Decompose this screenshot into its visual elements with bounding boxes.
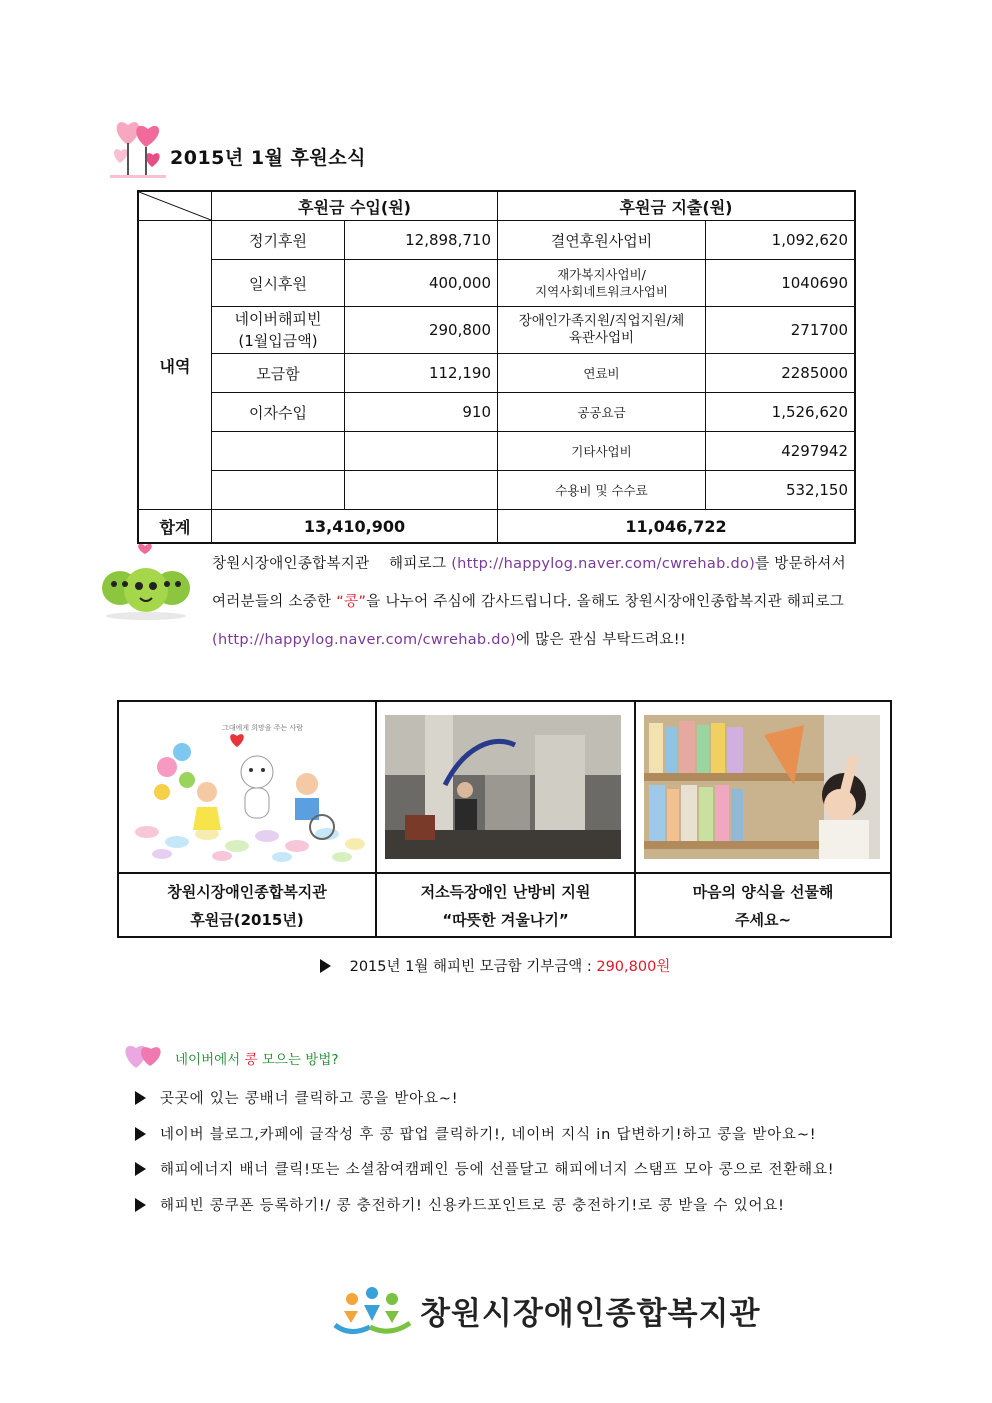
expense-amount: 1,092,620: [706, 221, 856, 260]
triangle-bullet-icon: [320, 959, 331, 973]
heating-support-photo: [385, 715, 621, 859]
table-row: [138, 393, 855, 432]
caption-line: “따뜻한 겨울나기”: [442, 911, 569, 929]
org-name: 창원시장애인종합복지관: [212, 556, 370, 572]
footer-org-name: 창원시장애인종합복지관: [420, 1296, 761, 1332]
income-amount: 112,190: [345, 354, 498, 393]
table-row: [138, 471, 855, 510]
howto-title-text: 모으는 방법?: [261, 1052, 339, 1068]
org-logo-icon: [330, 1285, 415, 1337]
expense-label: 기타사업비: [498, 432, 706, 471]
kong-highlight: “콩”: [336, 594, 367, 610]
income-header: 후원금 수입(원): [212, 191, 498, 221]
income-amount: [345, 471, 498, 510]
list-item-text: 해피에너지 배너 클릭!또는 소셜참여캠페인 등에 선플달고 해피에너지 스탬프 모아 콩으로 전환해요!: [160, 1162, 835, 1178]
photo-cell: [119, 702, 377, 872]
expense-label: 재가복지사업비/ 지역사회네트워크사업비: [498, 260, 706, 307]
caption-line: 저소득장애인 난방비 지원: [420, 883, 591, 901]
expense-label: 수용비 및 수수료: [498, 471, 706, 510]
books-photo: [644, 715, 880, 859]
message-text: 여러분들의 소중한: [212, 594, 332, 610]
message-line: [212, 621, 902, 659]
summary-amount: 290,800원: [596, 959, 671, 975]
message-line: [212, 545, 902, 583]
caption-line: 마음의 양식을 선물해: [692, 883, 834, 901]
income-amount: 400,000: [345, 260, 498, 307]
howto-title: [175, 1048, 339, 1068]
illustration-text: 그대에게 희망을 주는 사람: [222, 724, 304, 732]
heart-tree-icon: [108, 115, 170, 180]
expense-amount: 532,150: [706, 471, 856, 510]
income-label: 정기후원: [212, 221, 345, 260]
photo-grid: [117, 700, 892, 938]
message-line: [212, 583, 902, 621]
list-item: [135, 1194, 785, 1215]
bean-mascots-icon: [98, 540, 194, 622]
list-item-text: 해피빈 콩쿠폰 등록하기!/ 콩 충전하기! 신용카드포인트로 콩 충전하기!로 콩 받을 수 있어요!: [160, 1198, 785, 1214]
expense-header: 후원금 지출(원): [498, 191, 856, 221]
triangle-bullet-icon: [135, 1091, 146, 1105]
expense-amount: 271700: [706, 307, 856, 354]
list-item: [135, 1087, 458, 1108]
income-label: 모금함: [212, 354, 345, 393]
expense-amount: 1040690: [706, 260, 856, 307]
table-row: [138, 432, 855, 471]
expense-label: 장애인가족지원/직업지원/체 육관사업비: [498, 307, 706, 354]
happylog-link[interactable]: (http://happylog.naver.com/cwrehab.do): [212, 632, 516, 648]
total-label: 합계: [138, 510, 212, 544]
income-amount: 290,800: [345, 307, 498, 354]
howto-title-kong: 콩: [244, 1052, 258, 1068]
row-group-label: 내역: [138, 221, 212, 510]
happylog-label: 해피로그: [389, 556, 447, 572]
section-title: [108, 115, 508, 180]
triangle-bullet-icon: [135, 1162, 146, 1176]
income-label: [212, 471, 345, 510]
income-total: 13,410,900: [212, 510, 498, 544]
expense-label: 공공요금: [498, 393, 706, 432]
happylog-link[interactable]: (http://happylog.naver.com/cwrehab.do): [451, 556, 756, 572]
income-amount: [345, 432, 498, 471]
expense-label: 결연후원사업비: [498, 221, 706, 260]
donation-illustration: [127, 712, 367, 862]
caption-line: 후원금(2015년): [190, 911, 304, 929]
thank-you-message: [212, 545, 902, 659]
triangle-bullet-icon: [135, 1198, 146, 1212]
page-title: 2015년 1월 후원소식: [170, 147, 366, 169]
expense-amount: 2285000: [706, 354, 856, 393]
photo-cell: [636, 702, 890, 872]
table-row: [138, 221, 855, 260]
triangle-bullet-icon: [135, 1127, 146, 1141]
income-label: [212, 432, 345, 471]
list-item-text: 곳곳에 있는 콩배너 클릭하고 콩을 받아요~!: [160, 1091, 459, 1107]
donation-table: [137, 190, 856, 544]
diagonal-corner-cell: [138, 191, 212, 221]
table-row: [138, 354, 855, 393]
message-text: 를 방문하셔서: [755, 556, 846, 572]
list-item: [135, 1123, 816, 1144]
caption-line: 창원시장애인종합복지관: [167, 883, 327, 901]
caption-line: 주세요~: [734, 911, 792, 929]
table-row: [138, 307, 855, 354]
expense-label: 연료비: [498, 354, 706, 393]
donation-summary: [320, 955, 670, 976]
summary-label: 2015년 1월 해피빈 모금함 기부금액 :: [349, 959, 592, 975]
income-amount: 12,898,710: [345, 221, 498, 260]
total-row: [138, 510, 855, 544]
income-label: 일시후원: [212, 260, 345, 307]
photo-caption: [636, 872, 890, 938]
hearts-icon: [120, 1036, 168, 1072]
message-text: 에 많은 관심 부탁드려요!!: [515, 632, 686, 648]
income-label: 네이버해피빈 (1월입금액): [212, 307, 345, 354]
message-text: 을 나누어 주심에 감사드립니다. 올해도 창원시장애인종합복지관 해피로그: [366, 594, 845, 610]
expense-amount: 1,526,620: [706, 393, 856, 432]
expense-amount: 4297942: [706, 432, 856, 471]
table-header-row: [138, 191, 855, 221]
income-amount: 910: [345, 393, 498, 432]
list-item-text: 네이버 블로그,카페에 글작성 후 콩 팝업 클릭하기!, 네이버 지식 in 답변하기!하고 콩을 받아요~!: [160, 1127, 817, 1143]
table-row: [138, 260, 855, 307]
howto-title-text: 네이버에서: [175, 1052, 241, 1068]
income-label: 이자수입: [212, 393, 345, 432]
expense-total: 11,046,722: [498, 510, 856, 544]
photo-cell: [377, 702, 636, 872]
photo-caption: [119, 872, 377, 938]
photo-caption: [377, 872, 636, 938]
list-item: [135, 1158, 834, 1179]
